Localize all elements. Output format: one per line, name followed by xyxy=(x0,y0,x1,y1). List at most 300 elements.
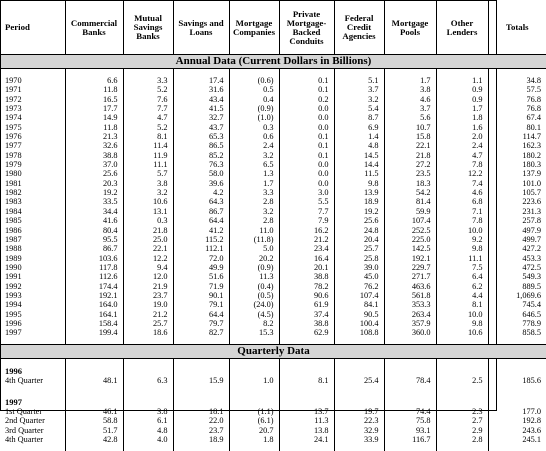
value-cell: 13.7 xyxy=(279,407,334,416)
value-cell: 2.0 xyxy=(436,132,488,141)
value-cell: (0.5) xyxy=(229,291,279,300)
value-cell: 37.4 xyxy=(279,310,334,319)
value-cell: 37.0 xyxy=(65,160,123,169)
table-row xyxy=(1,300,546,309)
value-cell: 225.0 xyxy=(384,235,436,244)
value-cell: (0.4) xyxy=(229,282,279,291)
value-cell: 81.4 xyxy=(384,197,436,206)
value-cell: 0.0 xyxy=(279,179,334,188)
value-cell: 62.9 xyxy=(279,328,334,337)
value-cell: 14.4 xyxy=(334,160,384,169)
value-cell: 108.8 xyxy=(334,328,384,337)
value-cell: 271.7 xyxy=(384,272,436,281)
value-cell: 59.9 xyxy=(384,207,436,216)
period-cell: 1970 xyxy=(5,76,22,85)
value-cell: 142.5 xyxy=(384,244,436,253)
value-cell: 21.3 xyxy=(65,132,123,141)
table-row xyxy=(1,263,546,272)
value-cell: 4.2 xyxy=(173,188,229,197)
table-row xyxy=(1,197,546,206)
federal-credit-agencies-header: Federal Credit Agencies xyxy=(334,1,384,55)
value-cell: 7.4 xyxy=(436,179,488,188)
value-cell: 0.0 xyxy=(279,160,334,169)
period-cell: 1990 xyxy=(5,262,22,272)
value-cell: 22.3 xyxy=(334,416,384,425)
value-cell: 78.4 xyxy=(384,376,436,397)
value-cell: 79.7 xyxy=(173,319,229,328)
value-cell: 5.2 xyxy=(123,123,173,132)
value-cell: 101.0 xyxy=(488,179,546,188)
value-cell: 4.8 xyxy=(123,426,173,435)
annual-section-title: Annual Data (Current Dollars in Billions) xyxy=(1,55,546,69)
period-cell: 4th Quarter xyxy=(5,435,44,445)
mutual-savings-banks-header: Mutual Savings Banks xyxy=(123,1,173,55)
value-cell: 103.6 xyxy=(65,254,123,263)
period-cell: 1986 xyxy=(5,225,22,235)
value-cell: 18.9 xyxy=(334,197,384,206)
value-cell: 39.6 xyxy=(173,179,229,188)
value-cell: 38.8 xyxy=(279,272,334,281)
value-cell: 25.7 xyxy=(123,319,173,328)
value-cell: 80.4 xyxy=(65,226,123,235)
value-cell: 1.7 xyxy=(436,104,488,113)
value-cell: 93.1 xyxy=(384,426,436,435)
value-cell: 10.7 xyxy=(384,123,436,132)
value-cell: 10.0 xyxy=(436,226,488,235)
value-cell: 3.7 xyxy=(384,104,436,113)
value-cell: 72.0 xyxy=(173,254,229,263)
value-cell: 76.8 xyxy=(488,95,546,104)
period-cell: 1973 xyxy=(5,104,22,114)
table-row xyxy=(1,254,546,263)
value-cell: 180.2 xyxy=(488,151,546,160)
value-cell: 11.1 xyxy=(436,254,488,263)
value-cell: 5.4 xyxy=(334,104,384,113)
value-cell: 6.6 xyxy=(65,76,123,85)
value-cell: 19.0 xyxy=(123,300,173,309)
value-cell: 5.7 xyxy=(123,169,173,178)
period-cell: 1979 xyxy=(5,160,22,170)
value-cell: 0.2 xyxy=(279,95,334,104)
value-cell: 86.5 xyxy=(173,141,229,150)
value-cell: 4.0 xyxy=(123,435,173,444)
value-cell: 32.9 xyxy=(334,426,384,435)
period-cell: 1997 xyxy=(5,328,22,338)
table-row xyxy=(1,426,546,435)
value-cell: 11.4 xyxy=(123,141,173,150)
value-cell: 2.8 xyxy=(229,197,279,206)
value-cell: 0.0 xyxy=(279,104,334,113)
value-cell: 16.2 xyxy=(279,226,334,235)
value-cell: 20.1 xyxy=(279,263,334,272)
table-row xyxy=(1,282,546,291)
table-row xyxy=(1,132,546,141)
table-row xyxy=(1,291,546,300)
value-cell: 15.3 xyxy=(229,328,279,337)
table-row xyxy=(1,207,546,216)
value-cell: 23.7 xyxy=(173,426,229,435)
value-cell: 5.5 xyxy=(279,197,334,206)
period-cell: 1991 xyxy=(5,272,22,282)
value-cell: 14.5 xyxy=(334,151,384,160)
table-body xyxy=(1,55,546,451)
value-cell: 114.7 xyxy=(488,132,546,141)
value-cell: (6.1) xyxy=(229,416,279,425)
value-cell: 549.3 xyxy=(488,272,546,281)
value-cell: 3.2 xyxy=(229,207,279,216)
period-cell: 3rd Quarter xyxy=(5,425,44,435)
value-cell: 453.3 xyxy=(488,254,546,263)
value-cell: 3.8 xyxy=(384,85,436,94)
value-cell: 20.4 xyxy=(334,235,384,244)
value-cell: 23.4 xyxy=(279,244,334,253)
period-cell: 1977 xyxy=(5,141,22,151)
value-cell: 3.2 xyxy=(123,188,173,197)
period-cell: 1971 xyxy=(5,85,22,95)
value-cell: 1,069.6 xyxy=(488,291,546,300)
table-row xyxy=(1,216,546,225)
period-cell: 1989 xyxy=(5,253,22,263)
value-cell: 6.4 xyxy=(436,272,488,281)
value-cell: 8.1 xyxy=(436,300,488,309)
value-cell: 778.9 xyxy=(488,319,546,328)
value-cell: 4.7 xyxy=(436,151,488,160)
value-cell: 192.1 xyxy=(384,254,436,263)
value-cell: 21.2 xyxy=(123,310,173,319)
value-cell: 39.0 xyxy=(334,263,384,272)
table-row xyxy=(1,328,546,337)
table-row xyxy=(1,244,546,253)
column-header-row xyxy=(1,1,546,55)
value-cell: 0.0 xyxy=(279,169,334,178)
value-cell: 107.4 xyxy=(334,291,384,300)
value-cell: 231.3 xyxy=(488,207,546,216)
table-row xyxy=(1,85,546,94)
value-cell: 5.1 xyxy=(334,76,384,85)
value-cell: 112.1 xyxy=(173,244,229,253)
value-cell: 61.9 xyxy=(279,300,334,309)
value-cell: 84.1 xyxy=(334,300,384,309)
value-cell: 4.7 xyxy=(123,113,173,122)
period-cell: 1981 xyxy=(5,178,22,188)
value-cell: 11.3 xyxy=(279,416,334,425)
table-row xyxy=(1,113,546,122)
value-cell: 192.8 xyxy=(488,416,546,425)
value-cell: 3.2 xyxy=(334,95,384,104)
value-cell: 3.7 xyxy=(334,85,384,94)
table-row xyxy=(1,160,546,169)
value-cell: 41.5 xyxy=(173,104,229,113)
period-cell: 1976 xyxy=(5,132,22,142)
value-cell: 180.3 xyxy=(488,160,546,169)
value-cell: 463.6 xyxy=(384,282,436,291)
value-cell: 85.2 xyxy=(173,151,229,160)
value-cell: 64.4 xyxy=(173,310,229,319)
value-cell: 42.8 xyxy=(65,435,123,444)
value-cell: 192.1 xyxy=(65,291,123,300)
value-cell: 137.9 xyxy=(488,169,546,178)
value-cell: 34.8 xyxy=(488,76,546,85)
period-cell: 1987 xyxy=(5,234,22,244)
table-row xyxy=(1,310,546,319)
value-cell: 25.8 xyxy=(334,254,384,263)
value-cell: 3.0 xyxy=(279,188,334,197)
value-cell: 15.8 xyxy=(384,132,436,141)
value-cell: 4.6 xyxy=(384,95,436,104)
table-row xyxy=(1,169,546,178)
value-cell: 11.5 xyxy=(334,169,384,178)
value-cell: 116.7 xyxy=(384,435,436,444)
value-cell: 4.8 xyxy=(334,141,384,150)
table-row xyxy=(1,151,546,160)
table-row xyxy=(1,319,546,328)
value-cell: 0.6 xyxy=(229,132,279,141)
value-cell: 20.2 xyxy=(229,254,279,263)
value-cell: 107.4 xyxy=(384,216,436,225)
value-cell: 58.8 xyxy=(65,416,123,425)
value-cell: 243.6 xyxy=(488,426,546,435)
value-cell: 7.5 xyxy=(436,263,488,272)
value-cell: 2.3 xyxy=(436,407,488,416)
value-cell: 12.0 xyxy=(123,272,173,281)
value-cell: 263.4 xyxy=(384,310,436,319)
value-cell: 21.9 xyxy=(123,282,173,291)
value-cell: 43.7 xyxy=(173,123,229,132)
private-conduits-header: Private Mortgage-Backed Conduits xyxy=(279,1,334,55)
value-cell: 3.8 xyxy=(123,407,173,416)
value-cell: 185.6 xyxy=(488,376,546,397)
value-cell: 10.6 xyxy=(436,328,488,337)
value-cell: 15.9 xyxy=(173,376,229,397)
value-cell: 745.4 xyxy=(488,300,546,309)
value-cell: 2.8 xyxy=(229,216,279,225)
value-cell: 427.2 xyxy=(488,244,546,253)
value-cell: 31.6 xyxy=(173,85,229,94)
value-cell: 3.3 xyxy=(123,76,173,85)
value-cell: 3.3 xyxy=(229,188,279,197)
annual-section-banner xyxy=(1,55,546,69)
value-cell: 158.4 xyxy=(65,319,123,328)
value-cell: 23.7 xyxy=(123,291,173,300)
period-cell: 1972 xyxy=(5,94,22,104)
table-row xyxy=(1,95,546,104)
value-cell: 115.2 xyxy=(173,235,229,244)
value-cell: 497.9 xyxy=(488,226,546,235)
mortgage-pools-header: Mortgage Pools xyxy=(384,1,436,55)
value-cell: 7.7 xyxy=(279,207,334,216)
value-cell: 24.1 xyxy=(279,435,334,444)
value-cell: 0.3 xyxy=(229,123,279,132)
value-cell: (4.5) xyxy=(229,310,279,319)
value-cell: 6.1 xyxy=(123,416,173,425)
value-cell: 38.8 xyxy=(65,151,123,160)
value-cell: 6.2 xyxy=(436,282,488,291)
value-cell: 112.6 xyxy=(65,272,123,281)
value-cell: 0.0 xyxy=(279,113,334,122)
value-cell: 25.0 xyxy=(123,235,173,244)
value-cell: 2.4 xyxy=(436,141,488,150)
value-cell: 80.1 xyxy=(488,123,546,132)
table-row xyxy=(1,123,546,132)
value-cell: 353.3 xyxy=(384,300,436,309)
value-cell: 252.5 xyxy=(384,226,436,235)
value-cell: 90.1 xyxy=(173,291,229,300)
value-cell: 64.3 xyxy=(173,197,229,206)
value-cell: 2.4 xyxy=(229,141,279,150)
period-cell: 1995 xyxy=(5,309,22,319)
value-cell: 14.9 xyxy=(65,113,123,122)
value-cell: 5.2 xyxy=(123,85,173,94)
value-cell: 6.8 xyxy=(436,197,488,206)
value-cell: 25.6 xyxy=(65,169,123,178)
value-cell: 95.5 xyxy=(65,235,123,244)
value-cell: 32.6 xyxy=(65,141,123,150)
year-label: 1996 xyxy=(5,365,22,376)
value-cell: 13.8 xyxy=(279,426,334,435)
value-cell: 5.6 xyxy=(384,113,436,122)
value-cell: 257.8 xyxy=(488,216,546,225)
value-cell: 10.6 xyxy=(123,197,173,206)
value-cell: 229.7 xyxy=(384,263,436,272)
value-cell: 7.9 xyxy=(279,216,334,225)
table-row xyxy=(1,188,546,197)
value-cell: 11.3 xyxy=(229,272,279,281)
value-cell: 22.1 xyxy=(123,244,173,253)
table-row xyxy=(1,104,546,113)
value-cell: 11.8 xyxy=(65,85,123,94)
value-cell: 1.4 xyxy=(334,132,384,141)
value-cell: 22.0 xyxy=(173,416,229,425)
value-cell: 6.3 xyxy=(123,376,173,397)
mortgage-companies-header: Mortgage Companies xyxy=(229,1,279,55)
value-cell: 25.7 xyxy=(334,244,384,253)
value-cell: 174.4 xyxy=(65,282,123,291)
period-header: Period xyxy=(1,1,65,55)
value-cell: 49.9 xyxy=(173,263,229,272)
value-cell: 21.8 xyxy=(123,226,173,235)
value-cell: 8.1 xyxy=(279,376,334,397)
value-cell: 3.8 xyxy=(123,179,173,188)
value-cell: 1.7 xyxy=(384,76,436,85)
value-cell: 33.9 xyxy=(334,435,384,444)
value-cell: 1.3 xyxy=(229,169,279,178)
value-cell: 1.7 xyxy=(229,179,279,188)
value-cell: 51.6 xyxy=(173,272,229,281)
value-cell: 82.7 xyxy=(173,328,229,337)
value-cell: 0.0 xyxy=(279,123,334,132)
table-row xyxy=(1,76,546,85)
period-cell: 1988 xyxy=(5,244,22,254)
value-cell: 20.7 xyxy=(229,426,279,435)
value-cell: 0.4 xyxy=(229,95,279,104)
value-cell: 1.0 xyxy=(229,376,279,397)
value-cell: 7.8 xyxy=(436,160,488,169)
savings-and-loans-header: Savings and Loans xyxy=(173,1,229,55)
value-cell: 4.6 xyxy=(436,188,488,197)
value-cell: 48.1 xyxy=(65,376,123,397)
table-row xyxy=(1,226,546,235)
period-cell: 1994 xyxy=(5,300,22,310)
value-cell: 6.5 xyxy=(229,160,279,169)
value-cell: 9.2 xyxy=(436,235,488,244)
value-cell: 41.2 xyxy=(173,226,229,235)
value-cell: 33.5 xyxy=(65,197,123,206)
value-cell: 57.5 xyxy=(488,85,546,94)
value-cell: 86.7 xyxy=(173,207,229,216)
value-cell: 13.1 xyxy=(123,207,173,216)
value-cell: 245.1 xyxy=(488,435,546,444)
value-cell: 117.8 xyxy=(65,263,123,272)
value-cell: 76.3 xyxy=(173,160,229,169)
value-cell: (24.0) xyxy=(229,300,279,309)
value-cell: 1.6 xyxy=(436,123,488,132)
value-cell: 38.8 xyxy=(279,319,334,328)
mortgage-lending-table xyxy=(1,1,546,451)
value-cell: 74.4 xyxy=(384,407,436,416)
table-row xyxy=(1,416,546,425)
value-cell: 19.7 xyxy=(334,407,384,416)
value-cell: 1.8 xyxy=(229,435,279,444)
value-cell: 75.8 xyxy=(384,416,436,425)
value-cell: 2.9 xyxy=(436,426,488,435)
value-cell: 561.8 xyxy=(384,291,436,300)
spacer-row xyxy=(1,358,546,366)
period-cell: 1984 xyxy=(5,206,22,216)
value-cell: 90.6 xyxy=(279,291,334,300)
value-cell: 1.1 xyxy=(436,76,488,85)
spacer-row xyxy=(1,69,546,77)
value-cell: 13.9 xyxy=(334,188,384,197)
value-cell: 8.7 xyxy=(334,113,384,122)
value-cell: 9.8 xyxy=(436,319,488,328)
value-cell: 472.5 xyxy=(488,263,546,272)
year-1996-label-row xyxy=(1,366,546,376)
period-cell: 1980 xyxy=(5,169,22,179)
value-cell: 45.0 xyxy=(334,272,384,281)
quarterly-section-title: Quarterly Data xyxy=(1,344,546,358)
value-cell: 18.3 xyxy=(384,179,436,188)
value-cell: 11.8 xyxy=(65,123,123,132)
value-cell: 889.5 xyxy=(488,282,546,291)
value-cell: 0.3 xyxy=(123,216,173,225)
value-cell: 11.0 xyxy=(229,226,279,235)
table-row xyxy=(1,376,546,397)
value-cell: 65.3 xyxy=(173,132,229,141)
table-row xyxy=(1,435,546,444)
value-cell: 0.1 xyxy=(279,76,334,85)
value-cell: 12.2 xyxy=(123,254,173,263)
value-cell: 0.1 xyxy=(279,141,334,150)
value-cell: 7.7 xyxy=(123,104,173,113)
value-cell: 19.2 xyxy=(334,207,384,216)
value-cell: 17.7 xyxy=(65,104,123,113)
period-cell: 1996 xyxy=(5,318,22,328)
value-cell: 79.1 xyxy=(173,300,229,309)
value-cell: 58.0 xyxy=(173,169,229,178)
value-cell: 646.5 xyxy=(488,310,546,319)
year-1997-label-row xyxy=(1,397,546,407)
value-cell: 18.6 xyxy=(123,328,173,337)
value-cell: 25.4 xyxy=(334,376,384,397)
value-cell: 199.4 xyxy=(65,328,123,337)
period-cell: 1993 xyxy=(5,290,22,300)
value-cell: 67.4 xyxy=(488,113,546,122)
period-cell: 1985 xyxy=(5,216,22,226)
value-cell: 17.4 xyxy=(173,76,229,85)
value-cell: 76.2 xyxy=(334,282,384,291)
value-cell: 46.1 xyxy=(65,407,123,416)
value-cell: 16.4 xyxy=(279,254,334,263)
